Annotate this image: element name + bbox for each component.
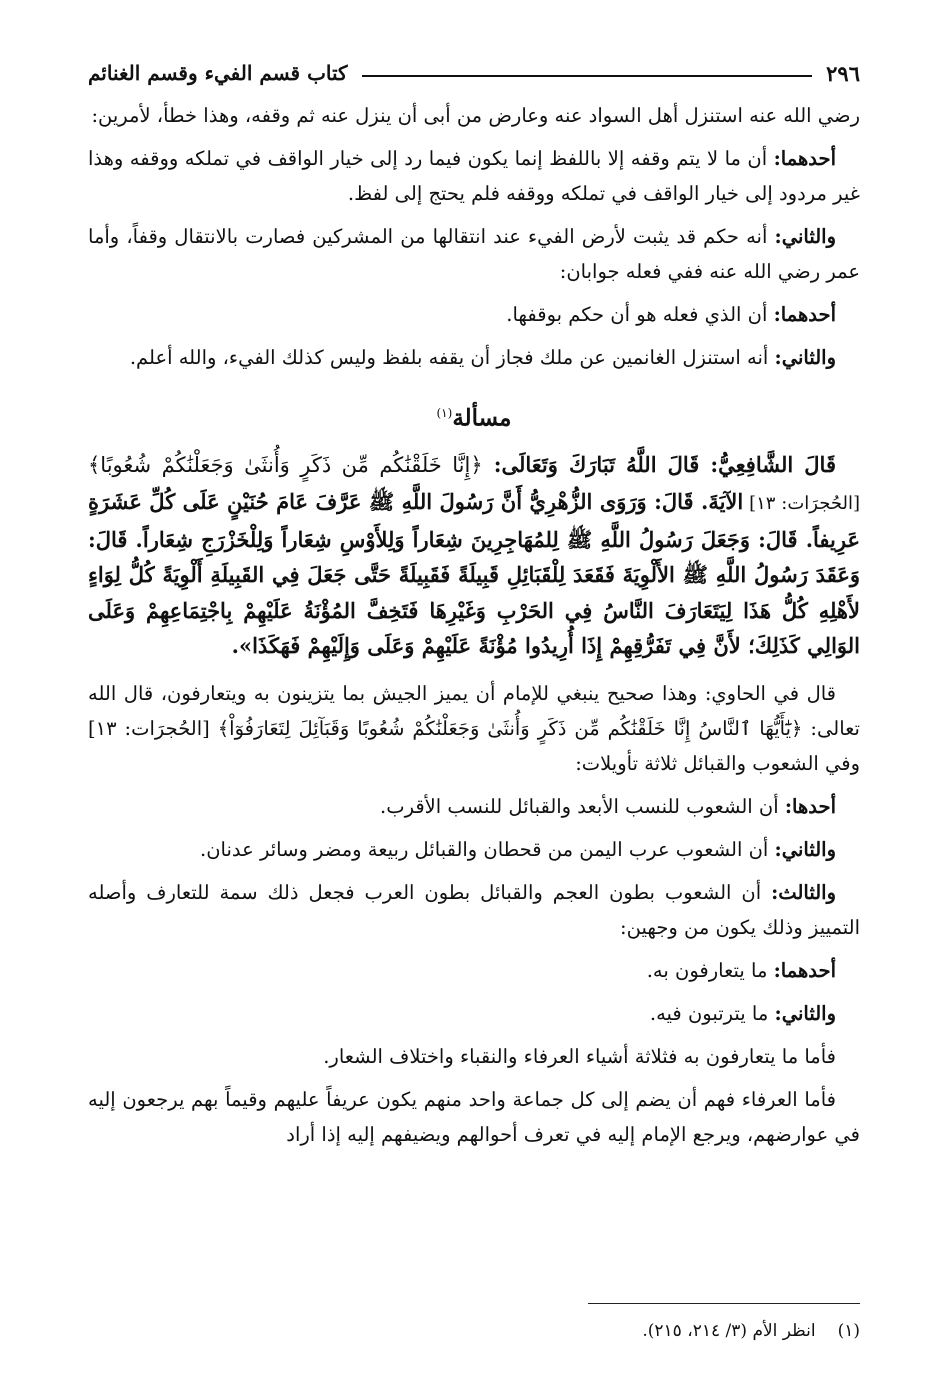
running-header [88,52,860,94]
paragraph [88,340,860,375]
paragraph-text: أنه حكم قد يثبت لأرض الفيء عند انتقالها من المشركين فصارت بالانتقال وقفاً، وأما عمر رضي الله عنه ففي فعله جوابان: [88,225,860,283]
quoted-text-block [88,447,860,664]
paragraph-text: ما يتعارفون به. [646,958,774,982]
paragraph-text: أن ما لا يتم وقفه إلا باللفظ إنما يكون فيما رد إلى خيار الواقف في تملكه ووقفه وهذا غير مردود إلى خيار الواقف في تملكه ووقفه فلم يحتج إلى لفظ. [88,147,860,205]
paragraph-text: أن الذي فعله هو أن حكم بوقفها. [506,303,774,326]
paragraph-lead: والثاني: [774,1001,836,1025]
paragraph [88,676,860,781]
paragraph-lead: والثاني: [774,225,836,248]
paragraph-text: [الحُجرَات: ١٣] وفي الشعوب والقبائل ثلاثة تأويلات: [88,716,860,775]
paragraph-text: أن الشعوب للنسب الأبعد والقبائل للنسب الأقرب. [380,794,785,818]
paragraph [88,1082,860,1152]
header-rule [362,75,813,77]
section-title [88,395,860,437]
paragraph-text: قال في الحاوي: وهذا صحيح ينبغي للإمام أن يميز الجيش بما يتزينون به ويتعارفون، قال الله تعالى: [88,681,860,740]
verse-reference: [الحُجرَات: ١٣] [743,493,860,515]
paragraph [88,1039,860,1074]
paragraph-lead: والثاني: [774,346,836,369]
paragraph [88,996,860,1031]
paragraph-lead: أحدهما: [773,958,836,982]
paragraph-lead: أحدها: [784,794,836,818]
paragraph [88,789,860,824]
footnote-rule [588,1303,860,1304]
quoted-text: قَالَ الشَّافِعِيُّ: قَالَ اللَّهُ تَبَارَكَ وَتَعَالَى: [482,451,836,477]
paragraph-lead: والثاني: [774,837,836,861]
footnote-text: انظر الأم (٣/ ٢١٤، ٢١٥). [642,1321,816,1341]
paragraph-text: فأما العرفاء فهم أن يضم إلى كل جماعة واحد منهم يكون عريفاً عليهم وقيماً بهم يرجعون إليه في عوارضهم، ويرجع الإمام إليه في تعرف أحوالهم ويضيفهم إليه إذا أراد [88,1087,860,1146]
quran-verse: ﴿إِنَّا خَلَقْنَٰكُم مِّن ذَكَرٍ وَأُنثَىٰ وَجَعَلْنَٰكُمْ شُعُوبًا﴾ [88,452,483,477]
paragraph [88,875,860,945]
paragraph-text: أنه استنزل الغانمين عن ملك فجاز أن يقفه بلفظ وليس كذلك الفيء، والله أعلم. [129,346,775,369]
paragraph-text: فأما ما يتعارفون به فثلاثة أشياء العرفاء والنقباء واختلاف الشعار. [323,1044,836,1068]
footnote [642,1318,860,1344]
paragraph [88,141,860,211]
paragraph [88,219,860,289]
footnote-number: (١) [837,1321,860,1341]
page-number: ٢٩٦ [826,60,860,86]
book-title: كتاب قسم الفيء وقسم الغنائم [88,61,348,85]
footnote-marker: (١) [436,406,453,420]
paragraph [88,98,860,133]
section-title-text: مسألة [452,404,512,432]
paragraph [88,297,860,332]
paragraph-text: رضي الله عنه استنزل أهل السواد عنه وعارض من أبى أن ينزل عنه ثم وقفه، وهذا خطأ، لأمرين: [91,104,860,127]
paragraph-lead: والثالث: [771,880,836,904]
paragraph-text: ما يترتبون فيه. [649,1001,775,1025]
paragraph-text: أن الشعوب بطون العجم والقبائل بطون العرب فجعل ذلك سمة للتعارف وأصله التمييز وذلك يكون من وجهين: [88,880,860,939]
paragraph-lead: أحدهما: [773,303,836,326]
paragraph-lead: أحدهما: [773,147,836,170]
quoted-text: الآيَةَ. قَالَ: وَرَوَى الزُّهْرِيُّ أَنَّ رَسُولَ اللَّهِ ﷺ عَرَّفَ عَامَ حُنَيْنٍ عَلَى كُلِّ عَشَرَةٍ عَرِيفاً. قَالَ: وَجَعَلَ رَسُولُ اللَّهِ ﷺ لِلمُهَاجِرِينَ شِعَاراً وَلِلأَوْسِ شِعَاراً وَلِلْخَزْرَجِ شِعَاراً. قَالَ: وَعَقَدَ رَسُولُ اللَّهِ ﷺ الأَلْوِيَةَ فَقَعَدَ لِلْقَبَائِلِ قَبِيلَةً فَقَبِيلَةً حَتَّى جَعَلَ فِي القَبِيلَةِ أَلْوِيَةً كُلُّ لِوَاءٍ لأَهْلِهِ كُلُّ هَذَا لِيَتَعَارَفَ النَّاسُ فِي الحَرْبِ وَغَيْرِهَا فَتَخِفَّ المُؤْنَةُ عَلَيْهِمْ بِاجْتِمَاعِهِمْ وَعَلَى الوَالِي كَذَلِكَ؛ لأَنَّ فِي تَفَرُّقِهِمْ إِذَا أُرِيدُوا مُؤْنَةً عَلَيْهِمْ وَعَلَى وَإِلَيْهِمْ فَهَكَذَا». [88,489,860,659]
paragraph [88,832,860,867]
paragraph-text: أن الشعوب عرب اليمن من قحطان والقبائل ربيعة ومضر وسائر عدنان. [200,837,775,861]
paragraph [88,953,860,988]
quran-verse: ﴿يَٰٓأَيُّهَا ٱلنَّاسُ إِنَّا خَلَقْنَٰكُم مِّن ذَكَرٍ وَأُنثَىٰ وَجَعَلْنَٰكُمْ شُعُوبًا وَقَبَآئِلَ لِتَعَارَفُوٓاْ﴾ [217,716,803,740]
